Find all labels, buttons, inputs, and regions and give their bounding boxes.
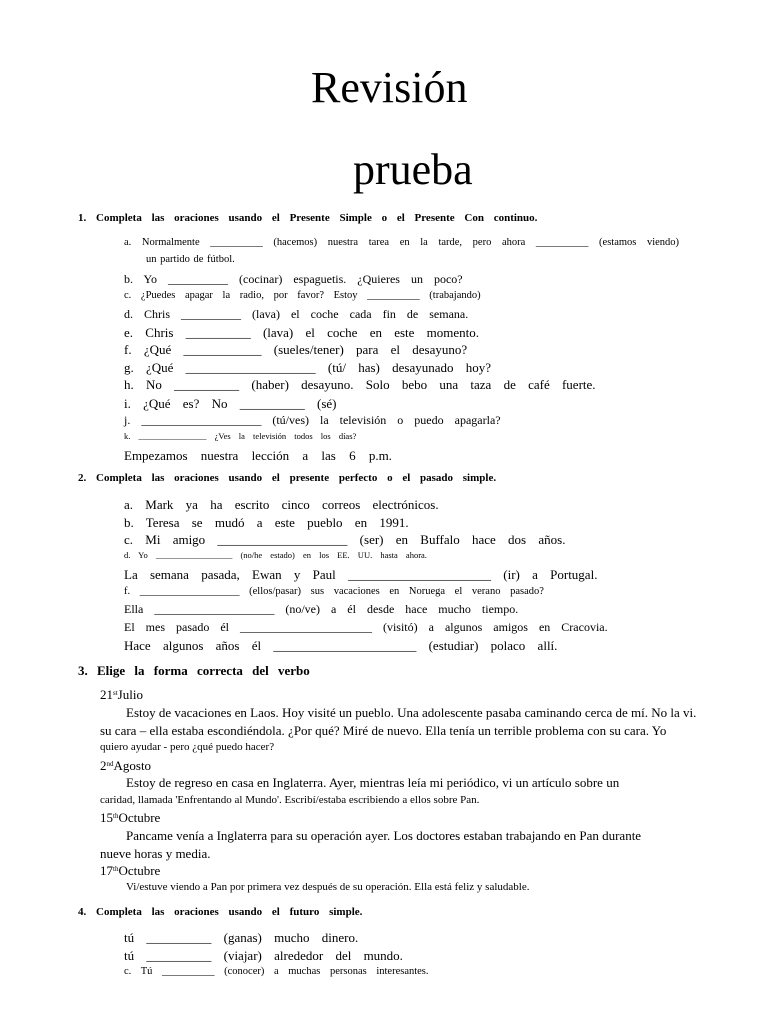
entry-1-line3: quiero ayudar - pero ¿qué puedo hacer? — [100, 741, 275, 753]
exercise-1j: j. ____________________ (tú/ves) la televisión o puedo apagarla? — [124, 413, 501, 427]
exercise-1i: i. ¿Qué es? No __________ (sé) — [124, 396, 337, 411]
entry-4-line1: Vi/estuve viendo a Pan por primera vez después de su operación. Ella está feliz y saludable. — [126, 881, 530, 893]
exercise-1b: b. Yo __________ (cocinar) espaguetis. ¿Quieres un poco? — [124, 272, 463, 286]
exercise-1a-line2: un partido de fútbol. — [146, 254, 235, 265]
exercise-1e: e. Chris __________ (lava) el coche en este momento. — [124, 325, 480, 340]
exercise-2b: b. Teresa se mudó a este pueblo en 1991. — [124, 515, 409, 530]
exercise-2d: d. Yo __________________ (no/he estado) en los EE. UU. hasta ahora. — [124, 550, 427, 560]
exercise-1l: Empezamos nuestra lección a las 6 p.m. — [124, 448, 392, 463]
entry-3-date: 15thOctubre — [100, 810, 161, 825]
section-3-heading: 3. Elige la forma correcta del verbo — [78, 663, 310, 678]
entry-3-line1: Pancame venía a Inglaterra para su operación ayer. Los doctores estaban trabajando en Pan durante — [126, 828, 642, 843]
exercise-1h: h. No __________ (haber) desayuno. Solo bebo una taza de café fuerte. — [124, 377, 596, 392]
page-subtitle: prueba — [353, 145, 473, 194]
exercise-4c: c. Tú __________ (conocer) a muchas personas interesantes. — [124, 966, 429, 977]
exercise-1f: f. ¿Qué ____________ (sueles/tener) para el desayuno? — [124, 342, 468, 357]
exercise-2e: La semana pasada, Ewan y Paul ______________________ (ir) a Portugal. — [124, 567, 598, 582]
entry-1-line1: Estoy de vacaciones en Laos. Hoy visité un pueblo. Una adolescente pasaba caminando cerca de mí. No la vi. — [126, 705, 697, 720]
section-1-heading: 1. Completa las oraciones usando el Presente Simple o el Presente Con continuo. — [78, 212, 538, 224]
exercise-1k: k. ________________ ¿Ves la televisión todos los días? — [124, 431, 357, 441]
entry-2-line1: Estoy de regreso en casa en Inglaterra. Ayer, mientras leía mi periódico, vi un artículo sobre un — [126, 775, 620, 790]
entry-1-line2: su cara – ella estaba escondiéndola. ¿Por qué? Miré de nuevo. Ella tenía un terrible problema con su cara. Yo — [100, 723, 667, 738]
exercise-4a: tú __________ (ganas) mucho dinero. — [124, 930, 359, 945]
section-2-heading: 2. Completa las oraciones usando el presente perfecto o el pasado simple. — [78, 472, 497, 484]
entry-1-date: 21stJulio — [100, 687, 143, 702]
exercise-4b: tú __________ (viajar) alrededor del mundo. — [124, 948, 403, 963]
exercise-1g: g. ¿Qué ____________________ (tú/ has) desayunado hoy? — [124, 360, 492, 375]
entry-3-line2: nueve horas y media. — [100, 846, 211, 861]
exercise-2a: a. Mark ya ha escrito cinco correos electrónicos. — [124, 497, 439, 512]
exercise-2g: Ella ____________________ (no/ve) a él desde hace mucho tiempo. — [124, 602, 519, 616]
exercise-2i: Hace algunos años él ______________________ (estudiar) polaco allí. — [124, 638, 558, 653]
section-4-heading: 4. Completa las oraciones usando el futuro simple. — [78, 906, 363, 918]
entry-2-date: 2ndAgosto — [100, 758, 152, 773]
exercise-2c: c. Mi amigo ____________________ (ser) en Buffalo hace dos años. — [124, 532, 566, 547]
entry-2-line2: caridad, llamada 'Enfrentando al Mundo'. Escribí/estaba escribiendo a ellos sobre Pan. — [100, 794, 480, 806]
exercise-2f: f. ___________________ (ellos/pasar) sus vacaciones en Noruega el verano pasado? — [124, 586, 544, 597]
page-title: Revisión — [311, 63, 468, 112]
exercise-2h: El mes pasado él ______________________ (visitó) a algunos amigos en Cracovia. — [124, 620, 608, 634]
exercise-1a-line1: a. Normalmente __________ (hacemos) nuestra tarea en la tarde, pero ahora __________ (estamos viendo) — [124, 237, 680, 248]
entry-4-date: 17thOctubre — [100, 863, 161, 878]
exercise-1d: d. Chris __________ (lava) el coche cada fin de semana. — [124, 307, 469, 321]
exercise-1c: c. ¿Puedes apagar la radio, por favor? Estoy __________ (trabajando) — [124, 290, 481, 301]
